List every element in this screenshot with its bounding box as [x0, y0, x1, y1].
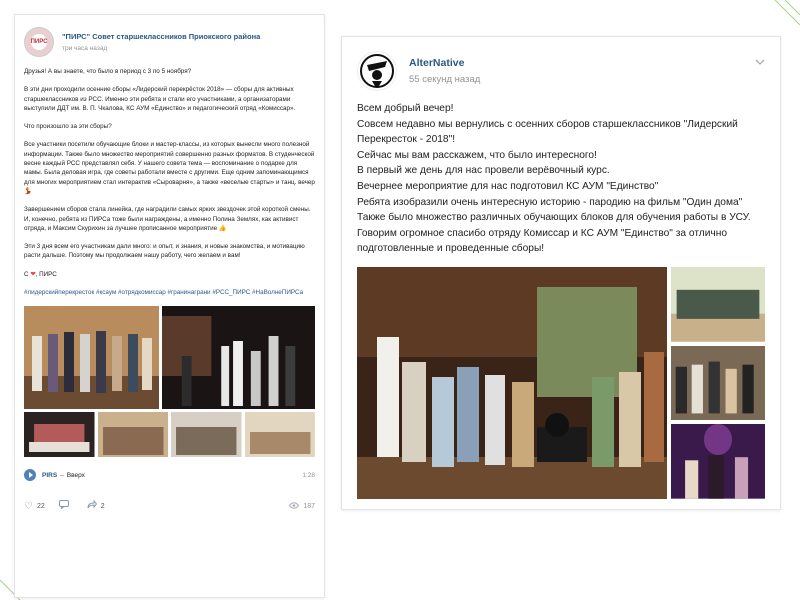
hashtags[interactable]: #лидерскийперекресток #ксаум #отрядкомиссар #гранинаграни #РСС_ПИРС #НаВолнеПИРСа — [24, 289, 304, 297]
post-card-pirs — [14, 14, 325, 598]
post-photo[interactable] — [24, 412, 95, 457]
post-paragraph: Все участники посетили обучающие блоки и мастер-классы, из которых вынесли много полезной информации. Также было множество мероприятий совершенно разных форматов. В студенческой весне каждый РСС представлял себя. У нашего совета тема — воспоминание о подарке для мамы. Была деловая игра, где советы работали вместе с другими. Еще одним запоминающимся для многих мероприятием стал интерактив «Сыроварня», а также «веселые старты» и танц. вечер 💃 — [24, 141, 315, 195]
share-button[interactable] — [87, 500, 105, 512]
comment-icon — [59, 500, 69, 512]
post-line: Совсем недавно мы вернулись с осенних сборов старшеклассников "Лидерский Перекресток - 2018"! — [357, 118, 738, 146]
post-actions — [24, 497, 315, 515]
post-signature — [24, 270, 315, 279]
post-line: Говорим огромное спасибо отряду Комиссар и КС АУМ "Единство" за отлично подготовленные и проведенные сборы! — [357, 227, 728, 255]
post-header — [24, 25, 315, 59]
photo-column — [671, 267, 765, 499]
audio-duration: 1:28 — [302, 471, 315, 479]
audio-artist[interactable]: PIRS — [42, 471, 58, 479]
post-photo[interactable] — [171, 412, 242, 457]
post-header — [357, 51, 765, 91]
post-photo[interactable] — [671, 424, 765, 499]
signature-prefix: С — [24, 270, 29, 278]
signature-suffix: , ПИРС — [35, 270, 57, 278]
post-line: Ребята изобразили очень интересную историю - пародию на фильм "Один дома" — [357, 196, 743, 208]
post-time[interactable]: 55 секунд назад — [409, 74, 481, 85]
photo-grid-bottom — [24, 412, 315, 457]
post-line: Вечернее мероприятие для нас подготовил КС АУМ "Единство" — [357, 180, 659, 192]
post-text — [357, 101, 765, 257]
photo-grid-top — [24, 306, 315, 409]
post-paragraph: Завершением сборов стала линейка, где наградили самых ярких звездочек этой короткой смены. И, конечно, ребята из ПИРСа тоже были награждены, а именно Полина Землях, как активист отряда, и Максим Скурихин за лучшее прописанное мероприятие 👍 — [24, 206, 311, 232]
heart-outline-icon: ♡ — [24, 500, 33, 512]
post-photo[interactable] — [98, 412, 169, 457]
post-card-alternative — [341, 36, 781, 510]
post-text — [24, 67, 315, 297]
post-line: Всем добрый вечер! — [357, 103, 454, 114]
post-photo[interactable] — [162, 306, 315, 409]
post-photo-main[interactable] — [357, 267, 667, 499]
post-paragraph: Эти 3 дня всем его участникам дали много: и опыт, и знания, и новые знакомства, и мотивацию расти дальше. Поэтому мы продолжаем нашу работу, чего желаем и вам! — [24, 243, 305, 260]
post-line: В первый же день для нас провели верёвочный курс. — [357, 165, 610, 177]
share-count: 2 — [100, 502, 105, 510]
audio-separator: – — [60, 471, 64, 479]
audio-attachment — [24, 467, 315, 483]
audio-title[interactable]: Вверх — [66, 471, 85, 479]
post-paragraph: Друзья! А вы знаете, что было в период с 3 по 5 ноября? — [24, 68, 192, 75]
views-counter — [289, 501, 315, 512]
community-avatar[interactable]: ПИРС — [24, 27, 54, 57]
eye-icon — [289, 501, 299, 512]
community-avatar[interactable] — [357, 51, 397, 91]
post-author[interactable]: "ПИРС" Совет старшеклассников Приокского района — [62, 32, 261, 41]
post-line: Также было множество различных обучающих блоков для обучения работы в УСУ. — [357, 212, 751, 224]
post-photo[interactable] — [24, 306, 159, 409]
post-time[interactable]: три часа назад — [62, 45, 108, 52]
post-photo[interactable] — [671, 346, 765, 421]
post-line: Сейчас мы вам расскажем, что было интересного! — [357, 149, 597, 161]
comment-button[interactable] — [59, 500, 73, 512]
photo-grid — [357, 267, 765, 499]
share-icon — [87, 500, 97, 512]
like-count: 22 — [36, 502, 45, 510]
post-photo[interactable] — [245, 412, 316, 457]
post-paragraph: В эти дни проходили осенние сборы «Лидерский перекрёсток 2018» — сборы для активных старшеклассников из РСС. Именно эти ребята и стали его участниками, а организаторами выступили ДДТ им. В. П. Чкалова, КС АУМ «Единство» и педагогический отряд «Комиссар». — [24, 86, 296, 112]
like-button[interactable] — [24, 501, 45, 512]
chevron-down-icon[interactable] — [755, 57, 765, 68]
post-author[interactable]: AlterNative — [409, 57, 465, 69]
post-photo[interactable] — [671, 267, 765, 342]
play-icon[interactable] — [24, 469, 36, 481]
post-paragraph: Что произошло за эти сборы? — [24, 123, 112, 131]
heart-icon: ❤ — [30, 270, 36, 278]
views-count: 187 — [303, 502, 315, 510]
